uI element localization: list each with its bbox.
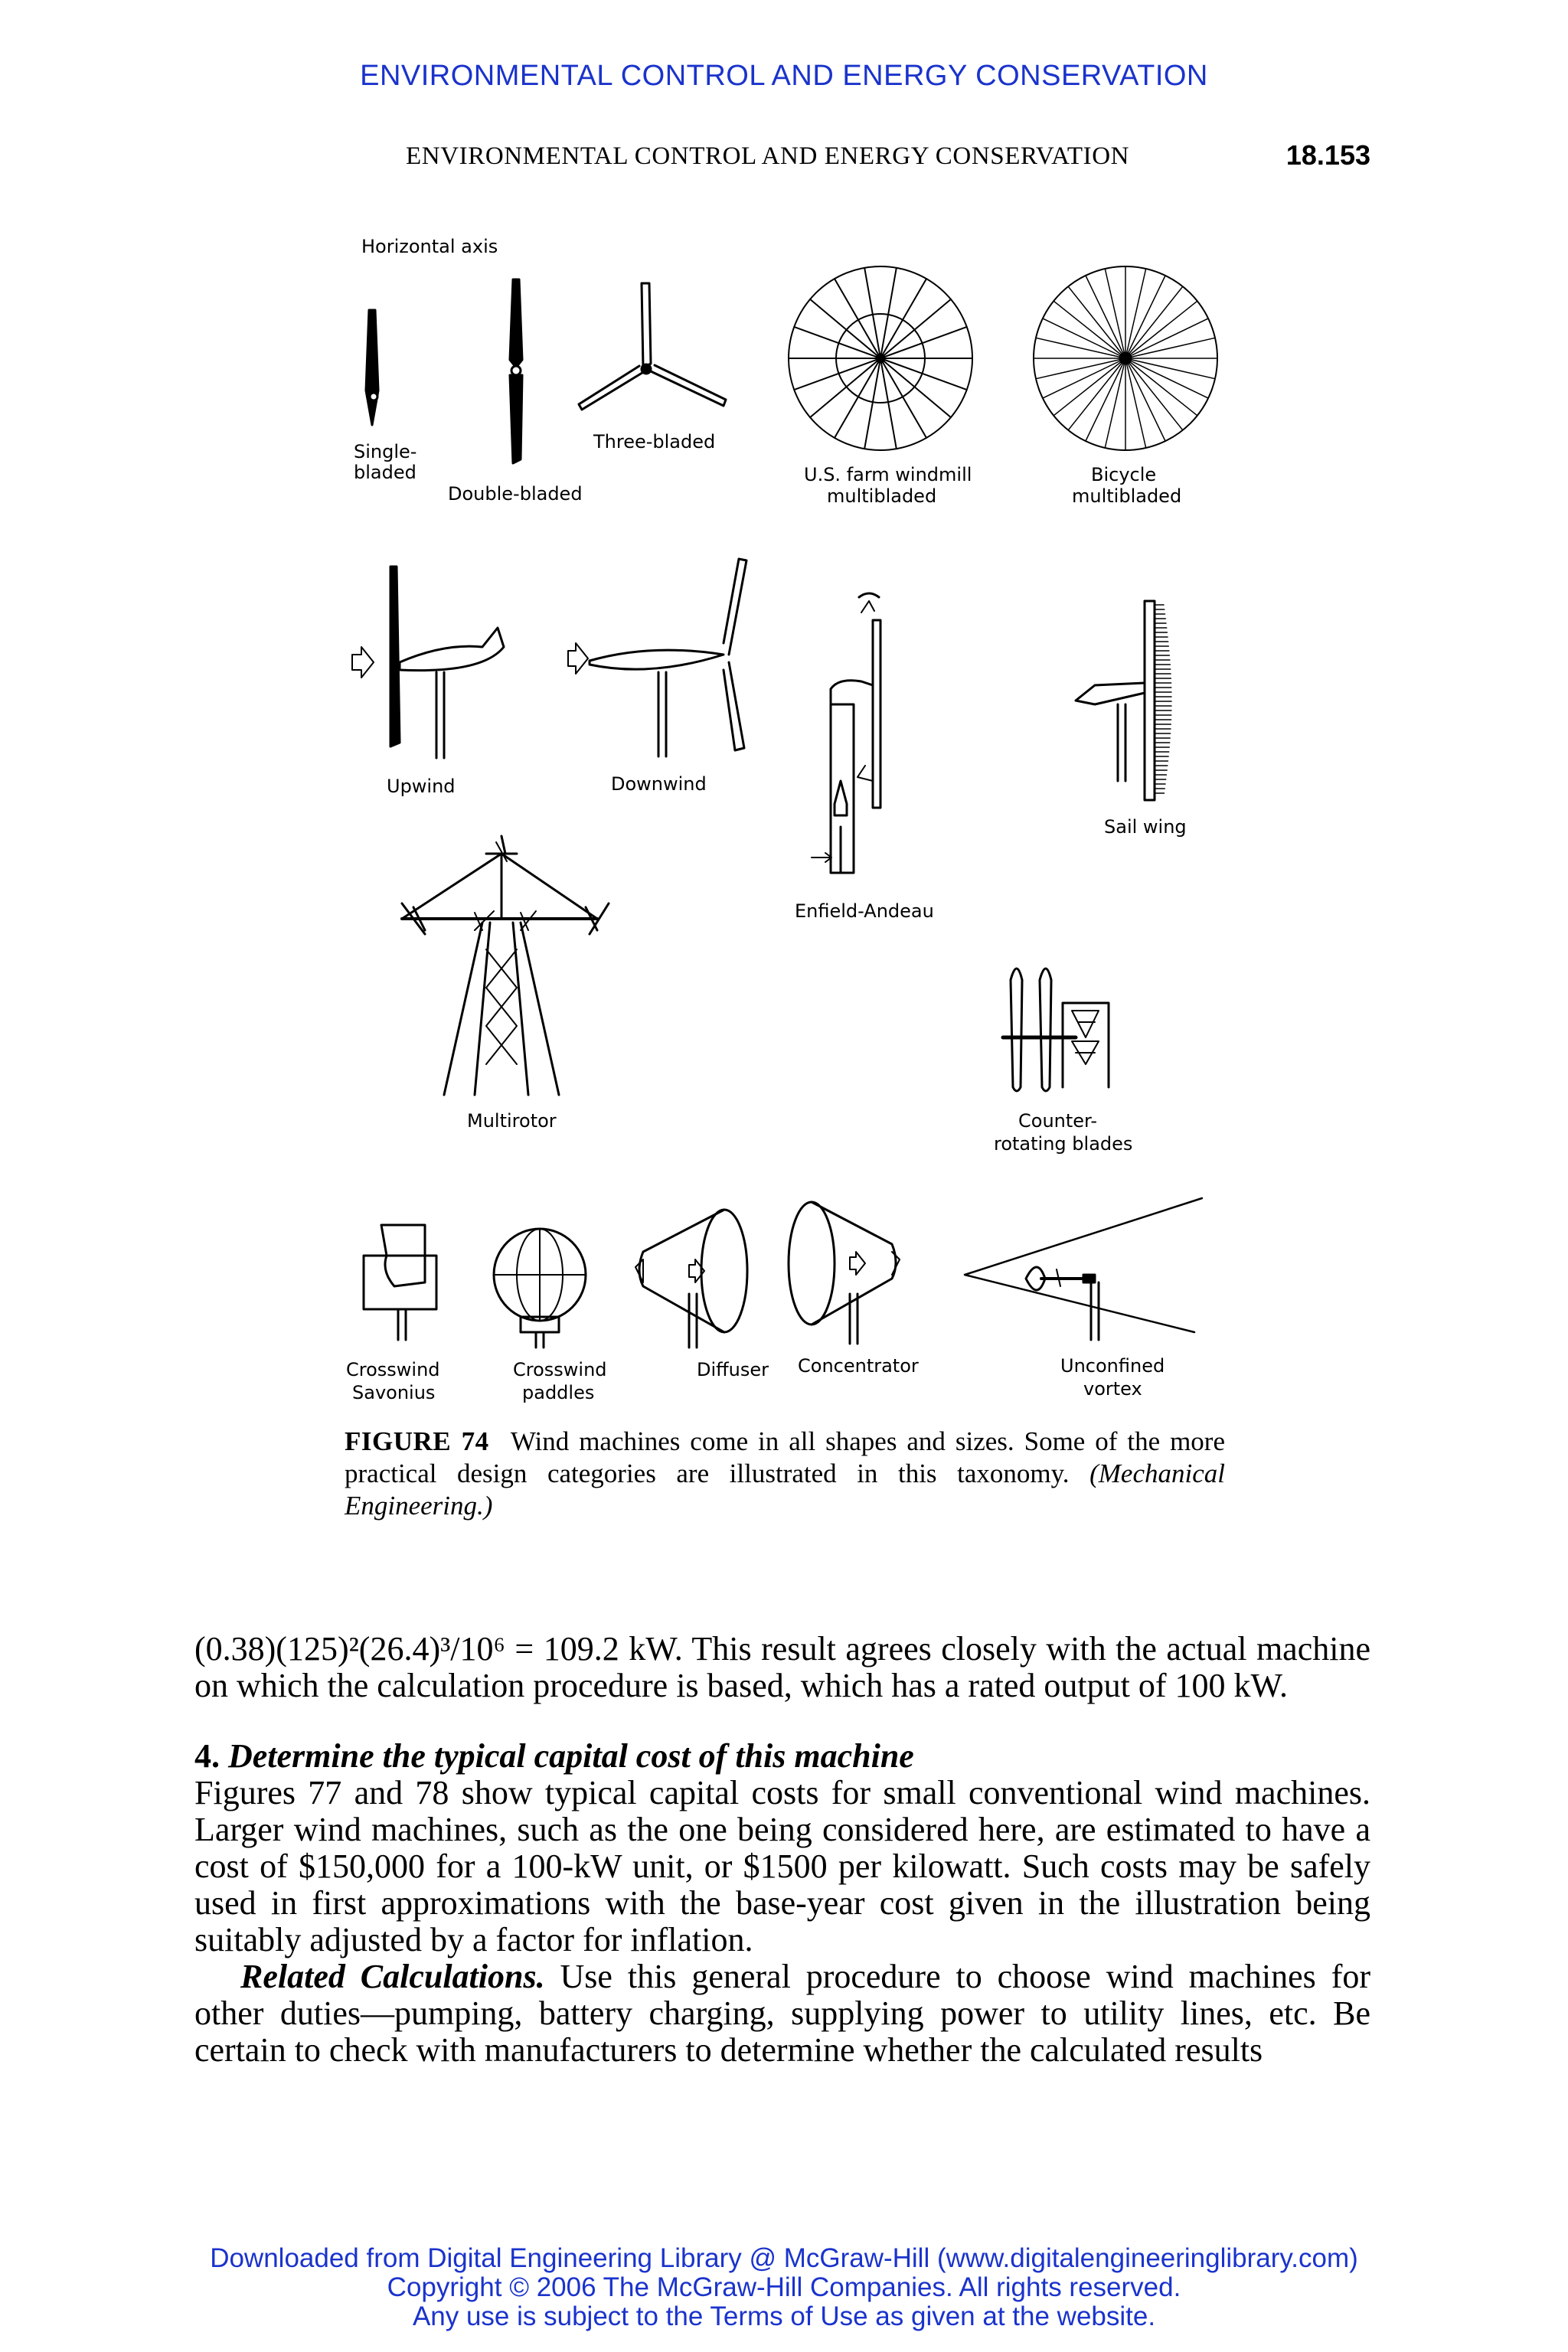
- label-us-farm-windmill-2: multibladed: [827, 485, 937, 507]
- step-title: Determine the typical capital cost of this machine: [228, 1737, 914, 1775]
- step-number: 4.: [194, 1737, 220, 1775]
- label-multirotor: Multirotor: [467, 1110, 557, 1132]
- concentrator-drawing: [789, 1202, 900, 1344]
- upwind-drawing: [352, 567, 504, 758]
- label-double-bladed: Double-bladed: [448, 483, 583, 505]
- related-calculations-text: Use this general procedure to choose wind machines for other duties—pumping, battery charging, supplying power to utility lines, etc. Be certain to check with manufacturers to determine whether the calculated results: [194, 1958, 1370, 2069]
- related-calculations-heading: Related Calculations.: [240, 1958, 545, 1995]
- label-unconfined-vortex-2: vortex: [1083, 1378, 1142, 1400]
- footer-copyright[interactable]: Copyright © 2006 The McGraw-Hill Companies. All rights reserved.: [387, 2272, 1181, 2302]
- paragraph-result: (0.38)(125)²(26.4)³/10⁶ = 109.2 kW. This result agrees closely with the actual machine on which the calculation procedure is based, which has a rated output of 100 kW.: [194, 1630, 1370, 1704]
- label-us-farm-windmill: U.S. farm windmill: [804, 464, 972, 485]
- label-enfield-andeau: Enfield-Andeau: [795, 900, 934, 922]
- label-diffuser: Diffuser: [697, 1359, 769, 1380]
- label-bicycle-2: multibladed: [1072, 485, 1182, 507]
- label-bicycle: Bicycle: [1091, 464, 1157, 485]
- running-head: ENVIRONMENTAL CONTROL AND ENERGY CONSERVATION: [406, 142, 1130, 170]
- label-crosswind-paddles: Crosswind: [513, 1359, 607, 1380]
- caption-text: Wind machines come in all shapes and sizes. Some of the more practical design categories are illustrated in this taxonomy.: [345, 1426, 1225, 1488]
- wind-machines-figure: [329, 214, 1248, 1424]
- paragraph-related-calculations: [194, 1958, 1370, 2069]
- figure-label: FIGURE 74: [345, 1426, 489, 1456]
- multirotor-drawing: [402, 836, 609, 1095]
- crosswind-paddles-drawing: [494, 1229, 586, 1348]
- counter-rotating-drawing: [1003, 969, 1109, 1091]
- footer-download-link[interactable]: Downloaded from Digital Engineering Library @ McGraw-Hill (www.digitalengineeringlibrary.com): [210, 2243, 1358, 2273]
- label-unconfined-vortex: Unconfined: [1060, 1355, 1165, 1377]
- double-bladed-drawing: [510, 279, 522, 463]
- label-counter-rotating-2: rotating blades: [994, 1133, 1133, 1155]
- label-savonius-2: Savonius: [352, 1382, 436, 1403]
- label-downwind: Downwind: [611, 773, 707, 795]
- three-bladed-drawing: [579, 283, 726, 410]
- body-text: [194, 1631, 1370, 2069]
- label-savonius: Crosswind: [346, 1359, 440, 1380]
- bicycle-multibladed-drawing: [1034, 266, 1217, 450]
- unconfined-vortex-drawing: [965, 1198, 1202, 1340]
- crosswind-savonius-drawing: [364, 1225, 436, 1340]
- us-farm-windmill-drawing: [789, 266, 972, 450]
- enfield-andeau-drawing: [812, 593, 880, 873]
- label-crosswind-paddles-2: paddles: [522, 1382, 595, 1403]
- label-sail-wing: Sail wing: [1104, 816, 1187, 838]
- page-number: 18.153: [1285, 139, 1370, 171]
- step-4-heading: [194, 1738, 1370, 1775]
- label-upwind: Upwind: [387, 776, 456, 797]
- label-single-bladed-2: bladed: [354, 462, 416, 483]
- download-banner[interactable]: ENVIRONMENTAL CONTROL AND ENERGY CONSERVATION: [360, 60, 1208, 92]
- caption-source: (Mechanical Engineering.): [345, 1459, 1225, 1521]
- downwind-drawing: [568, 559, 746, 756]
- label-counter-rotating: Counter-: [1018, 1110, 1098, 1132]
- label-three-bladed: Three-bladed: [593, 431, 716, 452]
- label-single-bladed: Single-: [354, 441, 417, 462]
- label-concentrator: Concentrator: [798, 1355, 919, 1377]
- diffuser-drawing: [635, 1210, 747, 1348]
- single-bladed-drawing: [366, 310, 378, 425]
- footer-terms[interactable]: Any use is subject to the Terms of Use as given at the website.: [412, 2301, 1156, 2331]
- figure-caption: [345, 1426, 1225, 1522]
- sail-wing-drawing: [1076, 601, 1171, 800]
- label-horizontal-axis: Horizontal axis: [361, 236, 498, 257]
- paragraph-capital-cost: Figures 77 and 78 show typical capital costs for small conventional wind machines. Larger wind machines, such as the one being considered here, are estimated to have a cost of $150,000 for a 100-kW unit, or $1500 per kilowatt. Such costs may be safely used in first approximations with the base-year cost given in the illustration being suitably adjusted by a factor for inflation.: [194, 1774, 1370, 1958]
